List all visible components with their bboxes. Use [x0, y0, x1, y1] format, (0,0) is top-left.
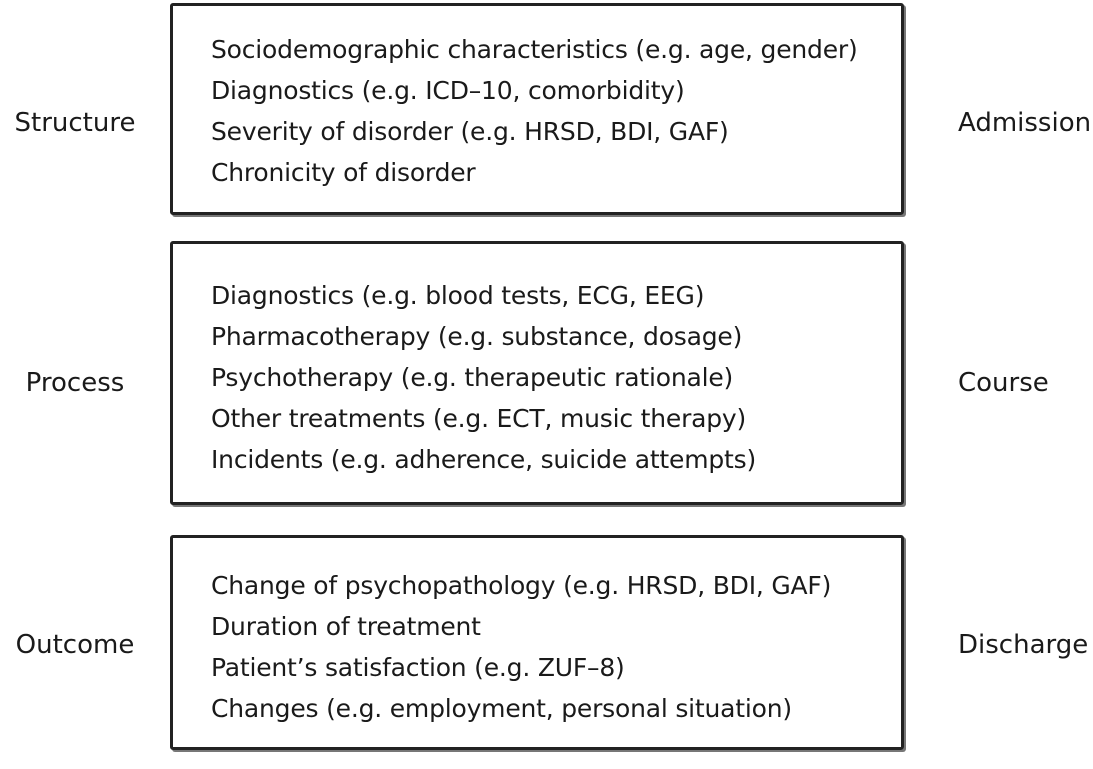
outcome-item: Duration of treatment	[211, 612, 481, 641]
label-course: Course	[958, 368, 1049, 398]
structure-item: Chronicity of disorder	[211, 158, 476, 187]
label-outcome: Outcome	[15, 630, 135, 660]
outcome-item: Change of psychopathology (e.g. HRSD, BDI, GAF)	[211, 571, 832, 600]
process-item: Psychotherapy (e.g. therapeutic rationale)	[211, 363, 734, 392]
outcome-box	[170, 535, 904, 750]
process-item: Pharmacotherapy (e.g. substance, dosage)	[211, 322, 743, 351]
label-process: Process	[25, 368, 125, 398]
outcome-item-list	[211, 565, 831, 729]
process-item-list	[211, 275, 756, 480]
process-item: Incidents (e.g. adherence, suicide attempts)	[211, 445, 757, 474]
label-discharge: Discharge	[958, 630, 1089, 660]
label-structure: Structure	[14, 108, 136, 138]
structure-item: Sociodemographic characteristics (e.g. age, gender)	[211, 35, 858, 64]
structure-box	[170, 3, 904, 215]
outcome-item: Changes (e.g. employment, personal situation)	[211, 694, 792, 723]
outcome-item: Patient’s satisfaction (e.g. ZUF–8)	[211, 653, 625, 682]
process-item: Other treatments (e.g. ECT, music therapy)	[211, 404, 747, 433]
process-box	[170, 241, 904, 505]
label-admission: Admission	[958, 108, 1092, 138]
structure-item: Diagnostics (e.g. ICD–10, comorbidity)	[211, 76, 685, 105]
structure-item-list	[211, 29, 858, 193]
structure-item: Severity of disorder (e.g. HRSD, BDI, GAF)	[211, 117, 729, 146]
process-item: Diagnostics (e.g. blood tests, ECG, EEG)	[211, 281, 705, 310]
